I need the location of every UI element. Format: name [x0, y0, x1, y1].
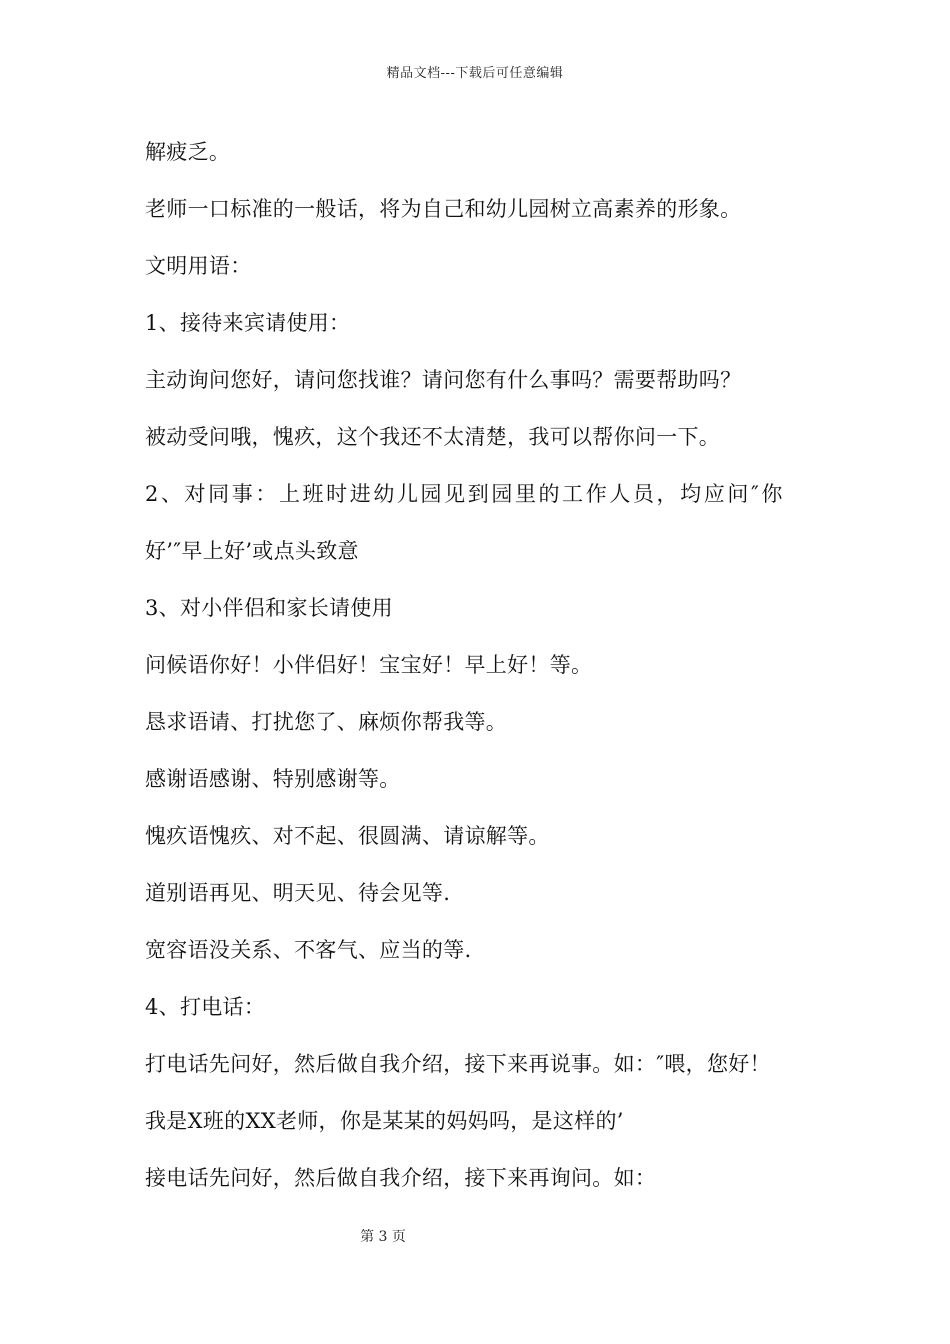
paragraph-line: 2、对同事：上班时进幼儿园见到园里的工作人员，均应问″你 [145, 482, 786, 506]
page-number: 第 3 页 [360, 1229, 406, 1245]
paragraph-line: 好’″早上好’或点头致意 [145, 539, 359, 563]
paragraph-line: 接电话先问好，然后做自我介绍，接下来再询问。如： [145, 1166, 657, 1190]
paragraph-line: 恳求语请、打扰您了、麻烦你帮我等。 [145, 710, 508, 734]
paragraph-line: 老师一口标准的一般话，将为自己和幼儿园树立高素养的形象。 [145, 197, 742, 221]
paragraph-line: 3、对小伴侣和家长请使用 [145, 596, 393, 620]
paragraph-line: 4、打电话： [145, 995, 266, 1019]
paragraph-line: 主动询问您好，请问您找谁？请问您有什么事吗？需要帮助吗？ [145, 368, 742, 392]
paragraph-line: 感谢语感谢、特别感谢等。 [145, 767, 401, 791]
document-body [145, 136, 825, 1219]
paragraph-line: 被动受问哦，愧疚，这个我还不太清楚，我可以帮你问一下。 [145, 425, 721, 449]
paragraph-line: 我是X班的XX老师，你是某某的妈妈吗，是这样的’ [145, 1109, 624, 1133]
paragraph-line: 打电话先问好，然后做自我介绍，接下来再说事。如：″喂，您好！ [145, 1052, 771, 1076]
paragraph-line: 1、接待来宾请使用： [145, 311, 351, 335]
page-header: 精品文档---下载后可任意编辑 [386, 66, 564, 81]
paragraph-line: 宽容语没关系、不客气、应当的等. [145, 938, 472, 962]
paragraph-line: 愧疚语愧疚、对不起、很圆满、请谅解等。 [145, 824, 550, 848]
paragraph-line: 文明用语： [145, 254, 252, 278]
paragraph-line: 道别语再见、明天见、待会见等. [145, 881, 451, 905]
paragraph-line: 问候语你好！小伴侣好！宝宝好！早上好！等。 [145, 653, 593, 677]
paragraph-line: 解疲乏。 [145, 140, 231, 164]
